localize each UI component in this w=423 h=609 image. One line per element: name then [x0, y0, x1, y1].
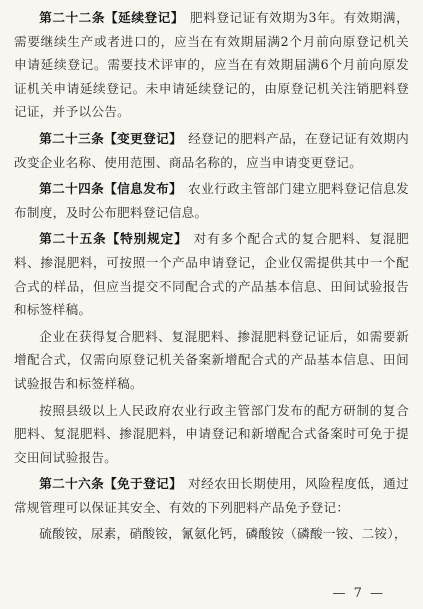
page-number: — 7 —: [332, 586, 385, 601]
article-24-text: 农业行政主管部门建立肥料登记信息发布制度，及时公布肥料登记信息。: [14, 181, 409, 220]
article-24-heading: 第二十四条【信息发布】: [39, 181, 183, 197]
article-22-text: 肥料登记证有效期为3年。有效期满，需要继续生产或者进口的，应当在有效期届满2个月前向原登记机关申请延续登记。需要技术评审的，应当在有效期届满6个月前向原发证机关申请延续登记。未申请延续登记的，由原登记机关注销肥料登记证，并予以公告。: [14, 10, 409, 120]
exempt-list-text: 硫酸铵，尿素，硝酸铵，氰氨化钙，磷酸铵（磷酸一铵、二铵），: [39, 526, 407, 542]
article-26-paragraph: [14, 472, 409, 519]
document-body: [14, 6, 409, 549]
article-25-heading: 第二十五条【特别规定】: [39, 231, 188, 247]
article-25-paragraph: [14, 227, 409, 321]
article-23-paragraph: [14, 127, 409, 174]
article-26-heading: 第二十六条【免于登记】: [39, 476, 183, 492]
article-23-text: 经登记的肥料产品，在登记证有效期内改变企业名称、使用范围、商品名称的，应当申请变更登记。: [14, 130, 409, 170]
article-25-paragraph-3: [14, 399, 409, 470]
article-24-paragraph: [14, 177, 409, 224]
article-22-heading: 第二十二条【延续登记】: [39, 10, 185, 25]
exempt-list-paragraph: [14, 522, 409, 546]
article-25-text-3: 按照县级以上人民政府农业行政主管部门发布的配方研制的复合肥料、复混肥料、掺混肥料，申请登记和新增配合式备案时可免于提交田间试验报告。: [14, 402, 409, 465]
article-26-text: 对经农田长期使用，风险程度低，通过常规管理可以保证其安全、有效的下列肥料产品免予登记：: [14, 476, 409, 515]
article-22-paragraph: [14, 6, 409, 124]
article-23-heading: 第二十三条【变更登记】: [39, 130, 183, 146]
article-25-paragraph-2: [14, 325, 409, 396]
article-25-text: 对有多个配合式的复合肥料、复混肥料、掺混肥料，可按照一个产品申请登记，企业仅需提供其中一个配合式的样品，但应当提交不同配合式的产品基本信息、田间试验报告和标签样稿。: [14, 231, 409, 318]
article-25-text-2: 企业在获得复合肥料、复混肥料、掺混肥料登记证后，如需要新增配合式，仅需向原登记机关备案新增配合式的产品基本信息、田间试验报告和标签样稿。: [14, 328, 409, 391]
